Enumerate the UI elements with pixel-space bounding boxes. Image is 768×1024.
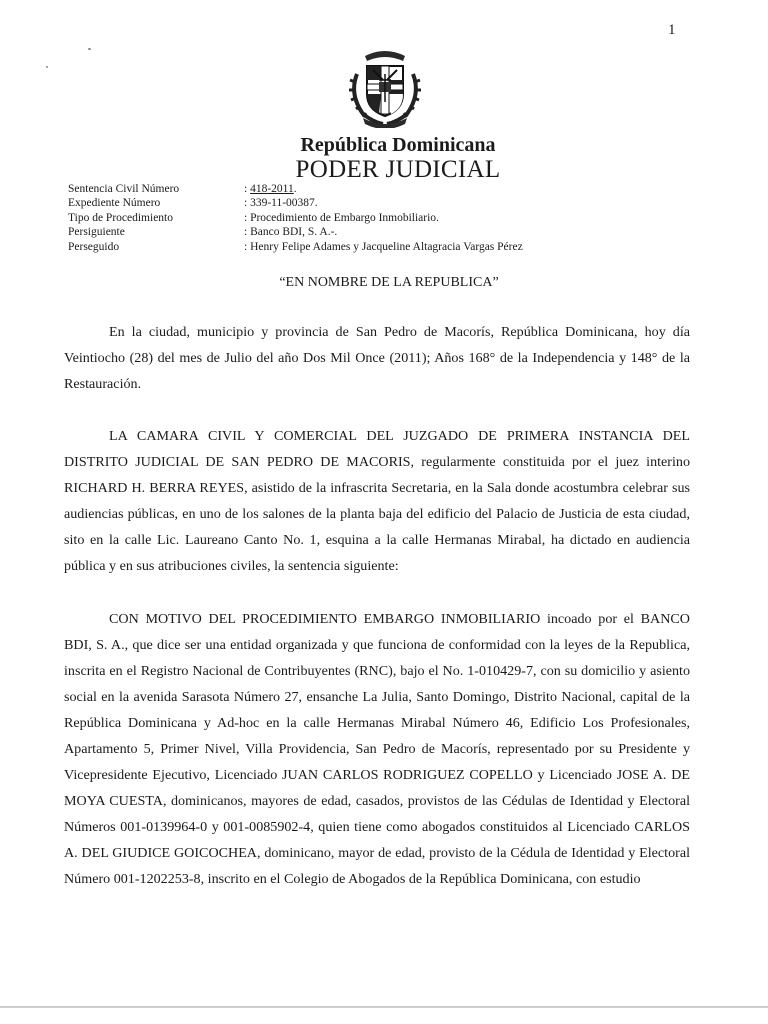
scan-speck (88, 48, 91, 50)
country-title: República Dominicana (300, 134, 496, 156)
meta-label: Sentencia Civil Número (68, 183, 180, 195)
meta-row-perseguido (68, 240, 523, 254)
meta-value: : 418-2011. (244, 183, 297, 195)
meta-value: : 339-11-00387. (244, 197, 318, 210)
coat-of-arms-icon (343, 44, 427, 128)
case-metadata (68, 182, 523, 254)
paragraph-court (64, 423, 690, 579)
meta-label: Tipo de Procedimiento (68, 211, 173, 224)
page-number: 1 (668, 22, 676, 38)
meta-value: : Banco BDI, S. A.-. (244, 226, 338, 239)
meta-row-expediente (68, 196, 523, 210)
meta-value: : Henry Felipe Adames y Jacqueline Altagracia Vargas Pérez (244, 240, 523, 253)
scan-speck (46, 66, 48, 68)
paragraph-text: En la ciudad, municipio y provincia de San Pedro de Macorís, República Dominicana, hoy día Veintiocho (28) del mes de Julio del año Dos Mil Once (2011); Años 168° de la Independencia y 148° de la Restauración. (64, 324, 690, 392)
meta-row-sentencia (68, 182, 523, 196)
meta-label: Persiguiente (68, 226, 125, 239)
sentencia-number: 418-2011 (250, 183, 294, 195)
scan-edge-line (0, 1006, 768, 1008)
meta-row-tipo (68, 211, 523, 225)
meta-label: Expediente Número (68, 197, 161, 210)
paragraph-motive (64, 606, 690, 892)
paragraph-opening (64, 319, 690, 397)
meta-label: Perseguido (68, 240, 120, 253)
paragraph-text: LA CAMARA CIVIL Y COMERCIAL DEL JUZGADO DE PRIMERA INSTANCIA DEL DISTRITO JUDICIAL DE SAN PEDRO DE MACORIS, regularmente constituida por el juez interino RICHARD H. BERRA REYES, asistido de la infrascrita Secretaria, en la Sala donde acostumbra celebrar sus audiencias públicas, en uno de los salones de la planta baja del edificio del Palacio de Justicia de esta ciudad, sito en la calle Lic. Laureano Canto No. 1, esquina a la calle Hermanas Mirabal, ha dictado en audiencia pública y en sus atribuciones civiles, la sentencia siguiente: (64, 428, 690, 574)
meta-row-persiguiente (68, 225, 523, 239)
branch-title: PODER JUDICIAL (295, 156, 501, 183)
paragraph-text: CON MOTIVO DEL PROCEDIMIENTO EMBARGO INMOBILIARIO incoado por el BANCO BDI, S. A., que dice ser una entidad organizada y que funciona de conformidad con la leyes de la Republica, inscrita en el Registro Nacional de Contribuyentes (RNC), bajo el No. 1-010429-7, con su domicilio y asiento social en la avenida Sarasota Número 27, ensanche La Julia, Santo Domingo, Distrito Nacional, capital de la República Dominicana y Ad-hoc en la calle Hermanas Mirabal Número 46, Edificio Los Profesionales, Apartamento 5, Primer Nivel, Villa Providencia, San Pedro de Macorís, representado por su Presidente y Vicepresidente Ejecutivo, Licenciado JUAN CARLOS RODRIGUEZ COPELLO y Licenciado JOSE A. DE MOYA CUESTA, dominicanos, mayores de edad, casados, provistos de las Cédulas de Identidad y Electoral Números 001-0139964-0 y 001-0085902-4, quien tiene como abogados constituidos al Licenciado CARLOS A. DEL GIUDICE GOICOCHEA, dominicano, mayor de edad, provisto de la Cédula de Identidad y Electoral Número 001-1202253-8, inscrito en el Colegio de Abogados de la República Dominicana, con estudio (64, 611, 690, 887)
meta-value: : Procedimiento de Embargo Inmobiliario. (244, 211, 439, 224)
invocation-heading: “EN NOMBRE DE LA REPUBLICA” (279, 275, 499, 290)
